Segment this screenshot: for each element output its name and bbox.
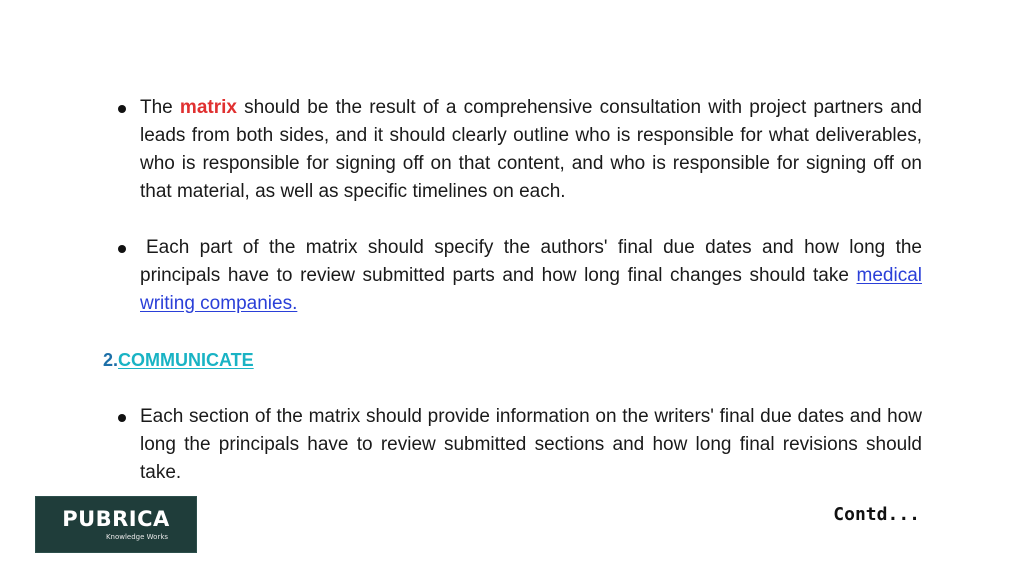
pubrica-logo [35,496,197,553]
section-number: 2. [103,350,119,370]
bullet-text [140,94,922,206]
bullet-dot-icon [118,414,126,422]
logo-tagline: Knowledge Works [105,533,169,541]
bullet-text: Each section of the matrix should provide information on the writers' final due dates and how long the principals have to review submitted sections and how long final revisions should take. [140,406,922,483]
bullet-item-each-part [118,234,922,318]
bullet-dot-icon [118,105,126,113]
bullet-item-matrix [118,94,922,206]
medical-writing-link[interactable]: medical writing companies. [140,265,922,314]
section-title-link[interactable]: COMMUNICATE [118,350,254,370]
logo-wordmark: PUBRICA [62,507,170,531]
bullet-item-each-section [118,403,922,487]
continued-label: Contd... [833,504,920,525]
bullet-dot-icon [118,245,126,253]
bullet-text-lead: The [140,97,180,118]
section-heading [103,350,254,371]
bullet-text [140,234,922,318]
bullet-text-body: should be the result of a comprehensive consultation with project partners and leads from both sides, and it should clearly outline who is responsible for what deliverables, who is responsible for signing off on that content, and who is responsible for signing off on that material, as well as specific timelines on each. [140,97,922,202]
bullet-text-body: Each part of the matrix should specify the authors' final due dates and how long the principals have to review submitted parts and how long final changes should take [140,237,922,286]
highlighted-term: matrix [179,97,237,118]
